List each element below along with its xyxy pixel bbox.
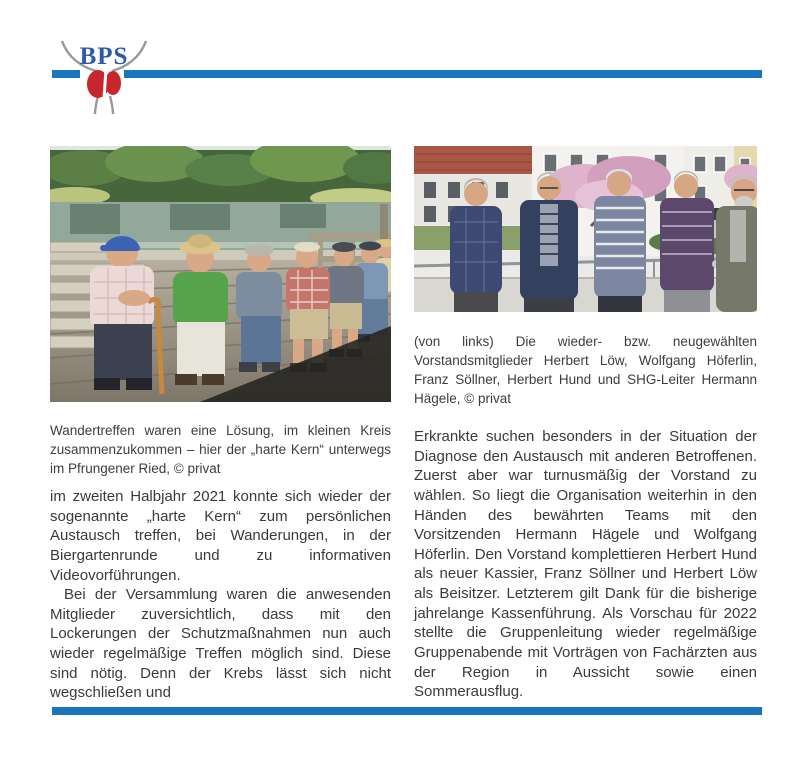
paragraph: Erkrankte suchen besonders in der Situation der Diagnose den Austausch mit anderen Betroffenen. Zuerst aber war turnusmäßig der Vorstand zu wählen. So liegt die Organisation weiterhin in den Händen des bewährten Teams mit den Vorsitzenden Hermann Hägele und Wolfgang Höferlin. Den Vorstand komplettieren Herbert Hund als neuer Kassier, Franz Söllner und Herbert Löw als Beisitzer. Letzterem gilt Dank für die bisherige jahrelange Kassenführung. Als Vorschau für 2022 stellte die Gruppenleitung wieder regelmäßige Gruppenabende mit Vorträgen von Fachärzten aus der Region in Aussicht sowie einen Sommerausflug. <box>414 428 757 701</box>
photo-board-illustration <box>414 146 757 312</box>
article-column-right <box>414 427 757 702</box>
logo-red-emblem <box>87 69 121 98</box>
photo-bench-group <box>50 146 391 402</box>
paragraph: Bei der Versammlung waren die anwesenden Mitglieder zuversichtlich, dass mit den Lockerungen der Schutzmaßnahmen nun auch wieder regelmäßige Treffen möglich sind. Diese sind nötig. Denn der Krebs lässt sich nicht wegschließen und <box>50 586 391 702</box>
photo-board-members <box>414 146 757 312</box>
article-column-left <box>50 487 391 703</box>
caption-right-photo: (von links) Die wieder- bzw. neugewählten Vorstandsmitglieder Herbert Löw, Wolfgang Höferlin, Franz Söllner, Herbert Hund und SHG-Leiter Hermann Hägele, © privat <box>414 333 757 406</box>
bps-logo <box>46 34 162 116</box>
photo-bench-illustration <box>50 146 391 402</box>
footer-rule <box>52 707 762 715</box>
caption-left-photo: Wandertreffen waren eine Lösung, im kleinen Kreis zusammenzukommen – hier der „harte Kern“ unterwegs im Pfrungener Ried, © privat <box>50 422 391 476</box>
logo-text: BPS <box>79 43 129 70</box>
paragraph: im zweiten Halbjahr 2021 konnte sich wieder der sogenannte „harte Kern“ zum persönlichen Austausch treffen, bei Wanderungen, in der Biergartenrunde und zu informativen Videovorführungen. <box>50 488 391 584</box>
